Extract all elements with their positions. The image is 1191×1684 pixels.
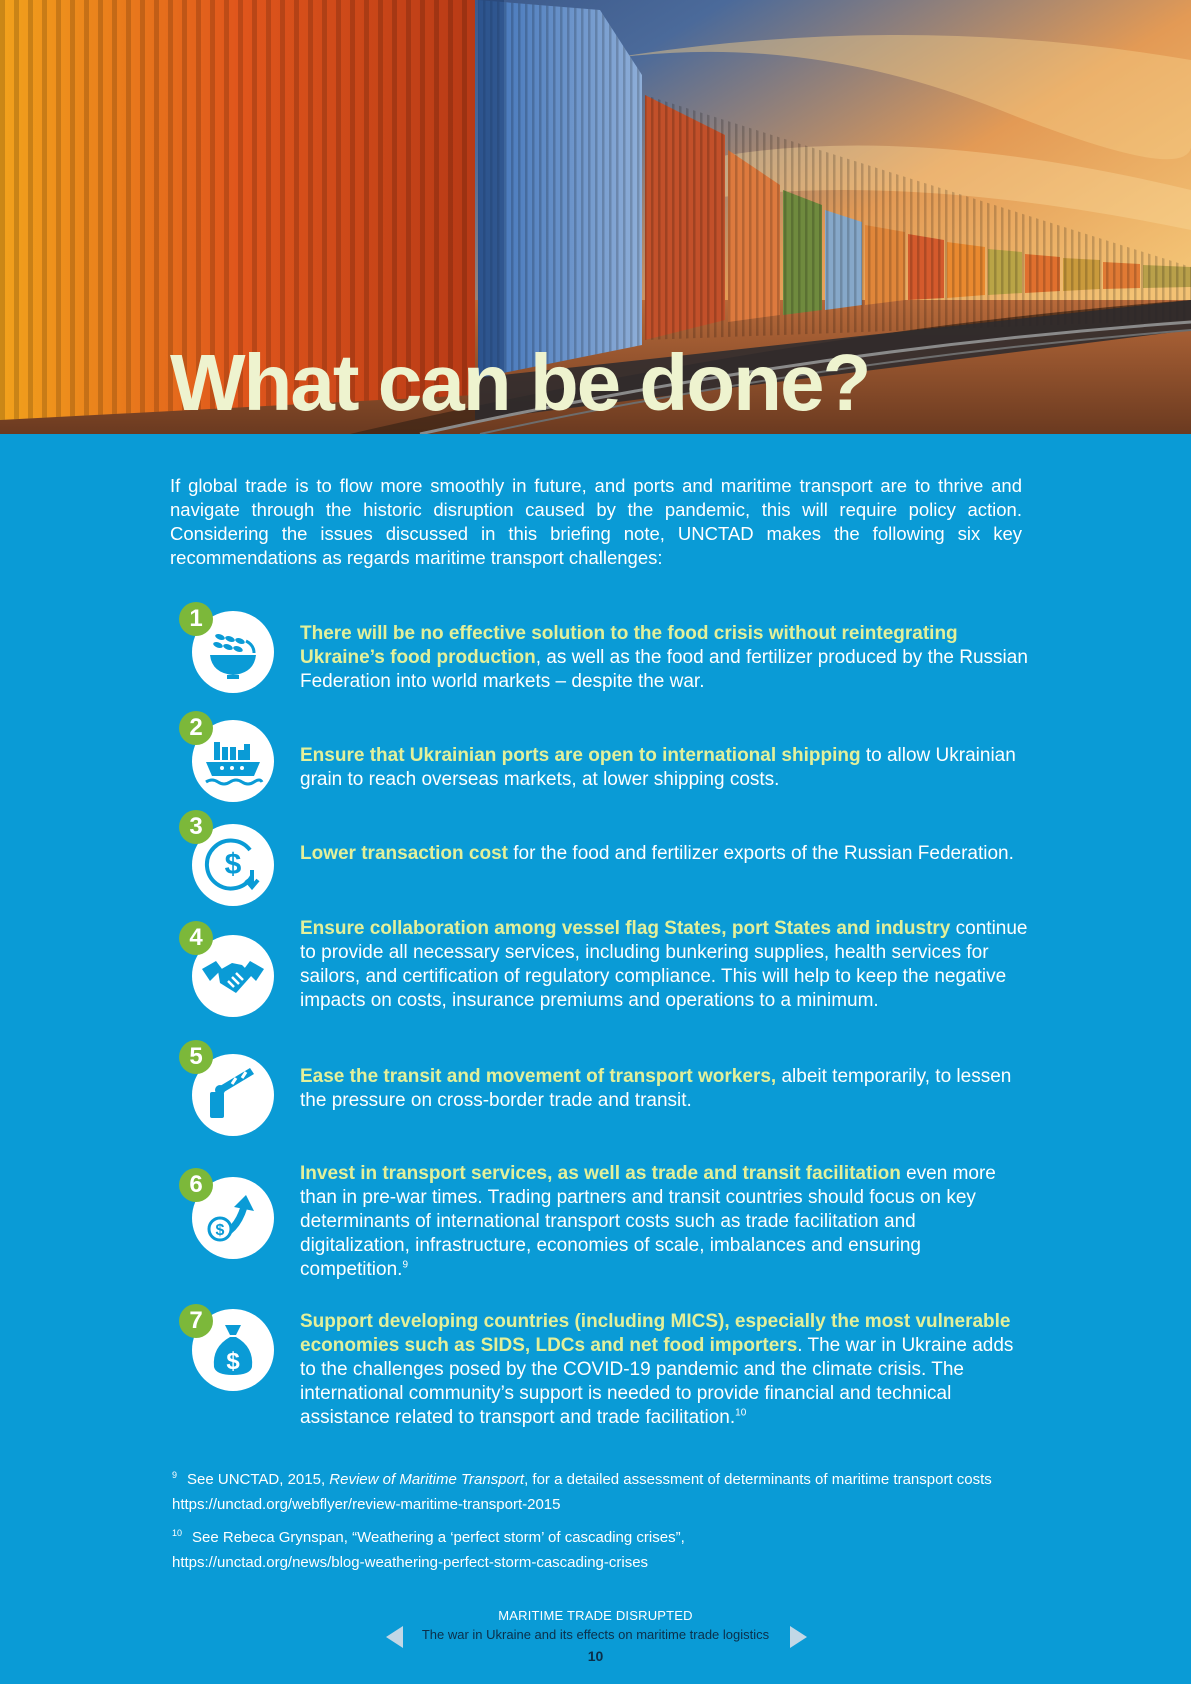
recommendation-number: 3: [179, 810, 213, 844]
recommendation-number: 6: [179, 1168, 213, 1202]
triangle-right-icon[interactable]: [790, 1626, 807, 1648]
footer-subtitle: The war in Ukraine and its effects on maritime trade logistics: [421, 1627, 770, 1642]
recommendation-text: [300, 1162, 1030, 1282]
svg-text:$: $: [215, 1222, 225, 1239]
recommendation-number: 7: [179, 1304, 213, 1338]
footnote: [172, 1521, 1052, 1575]
recommendation-body: albeit temporarily, to lessen the pressure on cross-border trade and transit.: [300, 1066, 1012, 1111]
footnote-title: Review of Maritime Transport: [329, 1471, 525, 1488]
footnote-prefix: See UNCTAD, 2015,: [187, 1471, 330, 1488]
svg-text:$: $: [224, 848, 242, 881]
recommendation-number: 2: [179, 711, 213, 745]
footnote-link[interactable]: https://unctad.org/news/blog-weathering-perfect-storm-cascading-crises: [172, 1554, 649, 1571]
recommendation-highlight: Invest in transport services, as well as trade and transit facilitation: [300, 1163, 901, 1184]
intro-paragraph: If global trade is to flow more smoothly in future, and ports and maritime transport are to thrive and navigate through the historic disruption caused by the pandemic, this will require policy action. Considering the issues discussed in this briefing note, UNCTAD makes the following six key recommendations as regards maritime transport challenges:: [170, 475, 1022, 568]
recommendation-highlight: Ensure that Ukrainian ports are open to international shipping: [300, 745, 861, 766]
recommendation-body: , as well as the food and fertilizer produced by the Russian Federation into world markets – despite the war.: [300, 647, 1028, 692]
recommendation-text: [300, 917, 1030, 1013]
recommendation-highlight: Ease the transit and movement of transport workers,: [300, 1066, 777, 1087]
footer-series-title: MARITIME TRADE DISRUPTED: [498, 1608, 693, 1623]
recommendation-highlight: Lower transaction cost: [300, 843, 508, 864]
recommendation-text: [300, 1310, 1030, 1430]
recommendation-body: continue to provide all necessary services, including bunkering supplies, health services for sailors, and certification of regulatory compliance. This will help to keep the negative impacts on costs, insurance premiums and operations to a minimum.: [300, 918, 1028, 1011]
footnote-number: 9: [172, 1470, 178, 1480]
recommendation-highlight: Ensure collaboration among vessel flag States, port States and industry: [300, 918, 951, 939]
recommendation-body: for the food and fertilizer exports of the Russian Federation.: [508, 843, 1014, 864]
footnote-number: 10: [172, 1528, 183, 1538]
page-title: What can be done?: [170, 338, 870, 427]
footnote: [172, 1463, 1052, 1517]
hero-banner: [0, 0, 1191, 434]
footnote-link[interactable]: https://unctad.org/webflyer/review-maritime-transport-2015: [172, 1496, 561, 1513]
footnote-prefix: See Rebeca Grynspan, “Weathering a ‘perfect storm’ of cascading crises”,: [192, 1529, 685, 1546]
footnote-suffix: , for a detailed assessment of determinants of maritime transport costs: [524, 1471, 992, 1488]
recommendation-text: [300, 744, 1030, 792]
recommendation-number: 4: [179, 921, 213, 955]
footnote-ref[interactable]: 9: [402, 1259, 409, 1271]
recommendation-body: even more than in pre-war times. Trading partners and transit countries should focus on key determinants of international transport costs such as trade facilitation and digitalization, infrastructure, economies of scale, imbalances and ensuring competition.: [300, 1163, 996, 1280]
page-number: 10: [587, 1648, 604, 1664]
recommendation-text: [300, 1065, 1030, 1113]
svg-text:$: $: [226, 1348, 240, 1375]
recommendation-text: [300, 622, 1030, 694]
recommendation-number: 1: [179, 602, 213, 636]
recommendation-text: [300, 842, 1030, 866]
recommendation-body: . The war in Ukraine adds to the challenges posed by the COVID-19 pandemic and the climate crisis. The international community’s support is needed to provide financial and technical assistance related to transport and trade facilitation.: [300, 1335, 1014, 1428]
footnote-ref[interactable]: 10: [735, 1407, 747, 1419]
recommendation-body: to allow Ukrainian grain to reach overseas markets, at lower shipping costs.: [300, 745, 1016, 790]
recommendation-number: 5: [179, 1040, 213, 1074]
recommendation-highlight: There will be no effective solution to the food crisis without reintegrating Ukraine’s food production: [300, 623, 958, 668]
recommendation-highlight: Support developing countries (including MICS), especially the most vulnerable economies such as SIDS, LDCs and net food importers: [300, 1311, 1011, 1356]
